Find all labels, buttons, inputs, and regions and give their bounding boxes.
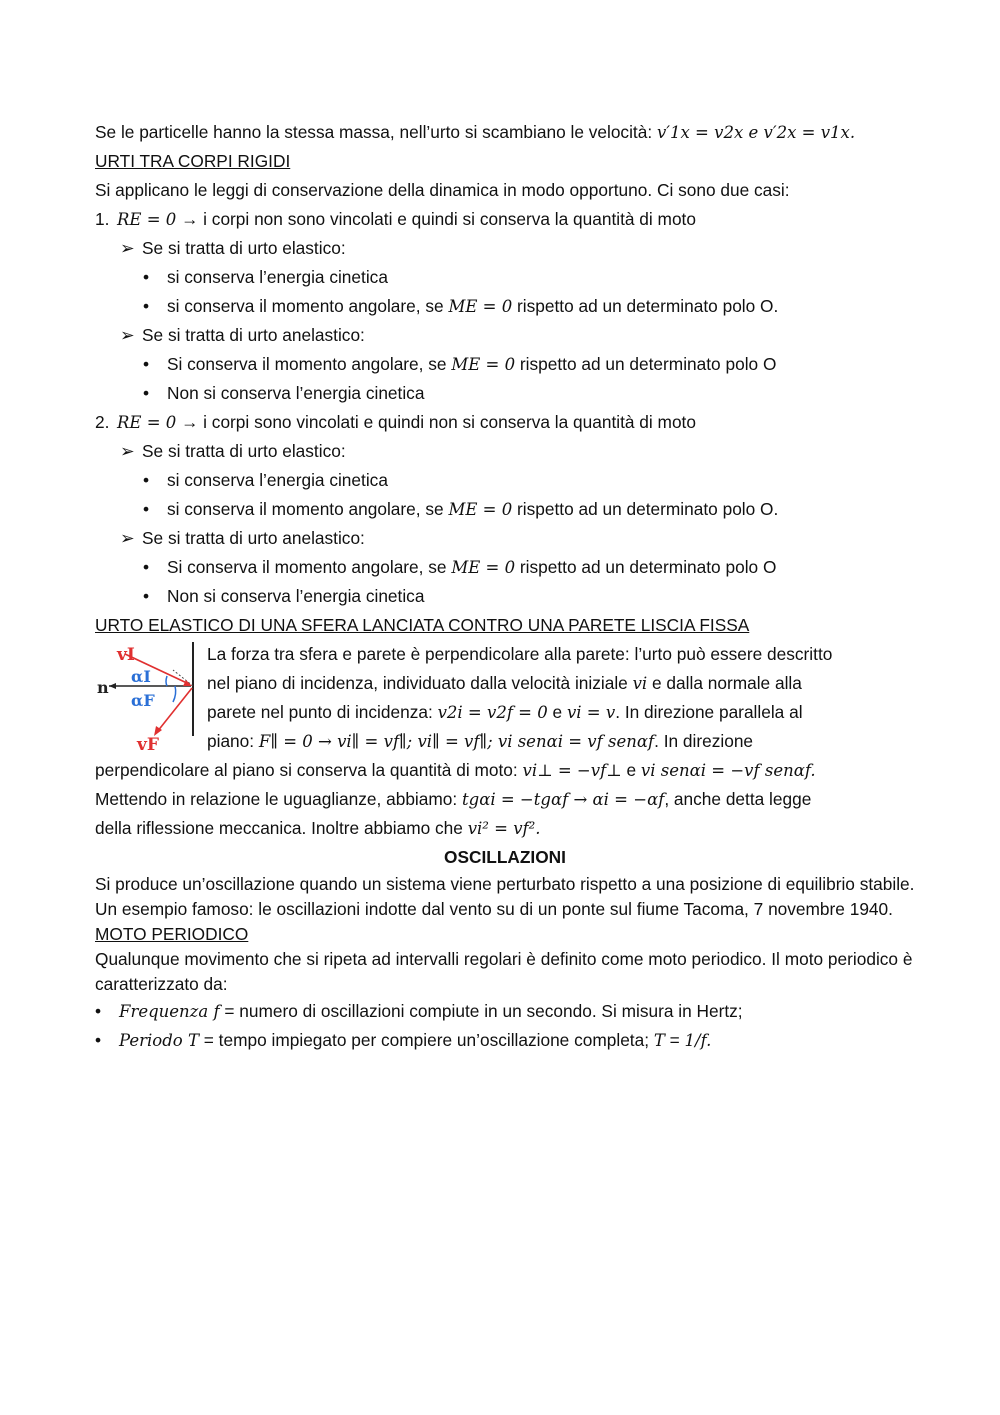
formula: ME = 0: [448, 297, 513, 316]
bullet-icon: •: [143, 557, 150, 577]
text: Se si tratta di urto elastico:: [142, 238, 346, 258]
text: parete nel punto di incidenza:: [207, 702, 438, 722]
text-line: [207, 698, 915, 727]
formula: v2i = v2f = 0: [437, 703, 548, 722]
text: nel piano di incidenza, individuato dalla velocità iniziale: [207, 673, 633, 693]
text: = tempo impiegato per compiere un’oscillazione completa;: [198, 1030, 654, 1050]
list-item: [95, 466, 915, 495]
text: e: [547, 702, 567, 722]
figure-paragraph: [95, 640, 915, 756]
reflected-ray: [157, 688, 192, 732]
list-item: [95, 997, 915, 1026]
formula: ME = 0: [448, 500, 513, 519]
text: Si conserva il momento angolare, se: [167, 557, 452, 577]
reflection-angle-arc: [173, 686, 176, 702]
formula: vi senαi = −vf senαf.: [640, 761, 816, 780]
subcase-inelastic: [95, 524, 915, 553]
label: αF: [131, 691, 155, 710]
paragraph: Si applicano le leggi di conservazione della dinamica in modo opportuno. Ci sono due casi:: [95, 180, 790, 200]
text: Si conserva il momento angolare, se: [167, 354, 452, 374]
text: si conserva il momento angolare, se: [167, 296, 449, 316]
arrow-bullet-icon: ➢: [120, 238, 135, 258]
text: Mettendo in relazione le uguaglianze, abbiamo:: [95, 789, 462, 809]
arrow-bullet-icon: ➢: [120, 441, 135, 461]
text: . In direzione: [654, 731, 754, 751]
text: rispetto ad un determinato polo O: [515, 557, 777, 577]
normal-arrowhead: [109, 683, 116, 689]
formula: ME = 0: [451, 558, 516, 577]
text: Non si conserva l’energia cinetica: [167, 383, 425, 403]
formula: vi² = vf².: [467, 819, 541, 838]
bullet-icon: •: [143, 383, 150, 403]
subcase-elastic: [95, 234, 915, 263]
text-line: [95, 785, 915, 814]
text: . In direzione parallela al: [615, 702, 803, 722]
list-item: [95, 495, 915, 524]
text-line: [207, 727, 915, 756]
formula: Periodo T: [119, 1031, 199, 1050]
paragraph: Si produce un’oscillazione quando un sistema viene perturbato rispetto a una posizione di equilibrio stabile. Un esempio famoso: le oscillazioni indotte dal vento su di un ponte sul fiume Tacoma, 7 novembre 1940.: [95, 874, 915, 919]
text: Se si tratta di urto anelastico:: [142, 325, 365, 345]
text: piano:: [207, 731, 259, 751]
heading-urti-corpi-rigidi: URTI TRA CORPI RIGIDI: [95, 151, 291, 171]
list-item: [95, 1026, 915, 1055]
text-line: [207, 669, 915, 698]
label: vF: [137, 735, 159, 755]
text: si conserva l’energia cinetica: [167, 470, 388, 490]
formula: 1/f.: [684, 1031, 712, 1050]
text: rispetto ad un determinato polo O.: [512, 296, 779, 316]
formula: vi: [632, 674, 648, 693]
label: n: [97, 678, 109, 697]
formula: vi⊥ = −vf⊥: [522, 761, 622, 780]
list-item: [95, 553, 915, 582]
case-2: [95, 408, 915, 437]
bullet-icon: •: [143, 586, 150, 606]
formula: RE = 0: [117, 210, 177, 229]
formula: F∥ = 0 → vi∥ = vf∥; vi∥ = vf∥; vi senαi = vf senαf: [258, 732, 655, 751]
text: della riflessione meccanica. Inoltre abbiamo che: [95, 818, 468, 838]
heading-oscillazioni: OSCILLAZIONI: [444, 847, 566, 867]
text-line: La forza tra sfera e parete è perpendicolare alla parete: l’urto può essere descritto: [207, 644, 833, 664]
text: rispetto ad un determinato polo O.: [512, 499, 779, 519]
reflection-diagram: [95, 640, 207, 756]
text: e dalla normale alla: [647, 673, 802, 693]
text: perpendicolare al piano si conserva la quantità di moto:: [95, 760, 523, 780]
text: , anche detta legge: [664, 789, 812, 809]
incidence-angle-arc: [166, 676, 167, 686]
subcase-inelastic: [95, 321, 915, 350]
case-1: [95, 205, 915, 234]
bullet-icon: •: [143, 296, 150, 316]
formula: RE = 0: [117, 413, 177, 432]
subcase-elastic: [95, 437, 915, 466]
text: = numero di oscillazioni compiute in un secondo. Si misura in Hertz;: [219, 1001, 743, 1021]
formula: T: [653, 1031, 665, 1050]
text: Se si tratta di urto anelastico:: [142, 528, 365, 548]
list-item: [95, 350, 915, 379]
formula: Frequenza f: [119, 1002, 220, 1021]
list-item: [95, 292, 915, 321]
list-item: [95, 379, 915, 408]
text: → i corpi sono vincolati e quindi non si conserva la quantità di moto: [176, 412, 696, 432]
formula: tgαi = −tgαf → αi = −αf: [462, 790, 665, 809]
paragraph: Qualunque movimento che si ripeta ad intervalli regolari è definito come moto periodico. Il moto periodico è caratterizzato da:: [95, 949, 913, 994]
formula: vi = v: [566, 703, 616, 722]
list-number: 1.: [95, 209, 110, 229]
text: si conserva l’energia cinetica: [167, 267, 388, 287]
text: Se le particelle hanno la stessa massa, nell’urto si scambiano le velocità:: [95, 122, 657, 142]
heading-urto-elastico: URTO ELASTICO DI UNA SFERA LANCIATA CONTRO UNA PARETE LISCIA FISSA: [95, 615, 750, 635]
text-line: [95, 756, 915, 785]
text: rispetto ad un determinato polo O: [515, 354, 777, 374]
arrow-bullet-icon: ➢: [120, 325, 135, 345]
list-number: 2.: [95, 412, 110, 432]
heading-moto-periodico: MOTO PERIODICO: [95, 924, 249, 944]
bullet-icon: •: [95, 1001, 102, 1021]
text: → i corpi non sono vincolati e quindi si conserva la quantità di moto: [176, 209, 696, 229]
text: e: [621, 760, 641, 780]
label: vI: [117, 645, 135, 665]
text: si conserva il momento angolare, se: [167, 499, 449, 519]
figure-text: [207, 640, 915, 756]
arrow-bullet-icon: ➢: [120, 528, 135, 548]
bullet-icon: •: [95, 1030, 102, 1050]
text-line: [95, 814, 915, 843]
bullet-icon: •: [143, 470, 150, 490]
formula: v′1x = v2x e v′2x = v1x.: [656, 123, 856, 142]
label: αI: [131, 667, 151, 686]
bullet-icon: •: [143, 267, 150, 287]
document-page: [95, 118, 915, 1055]
incident-arrowhead: [183, 680, 192, 686]
list-item: [95, 582, 915, 611]
formula: ME = 0: [451, 355, 516, 374]
intro-line: [95, 118, 915, 147]
text: Non si conserva l’energia cinetica: [167, 586, 425, 606]
text: Se si tratta di urto elastico:: [142, 441, 346, 461]
bullet-icon: •: [143, 354, 150, 374]
text: =: [664, 1030, 685, 1050]
bullet-icon: •: [143, 499, 150, 519]
list-item: [95, 263, 915, 292]
